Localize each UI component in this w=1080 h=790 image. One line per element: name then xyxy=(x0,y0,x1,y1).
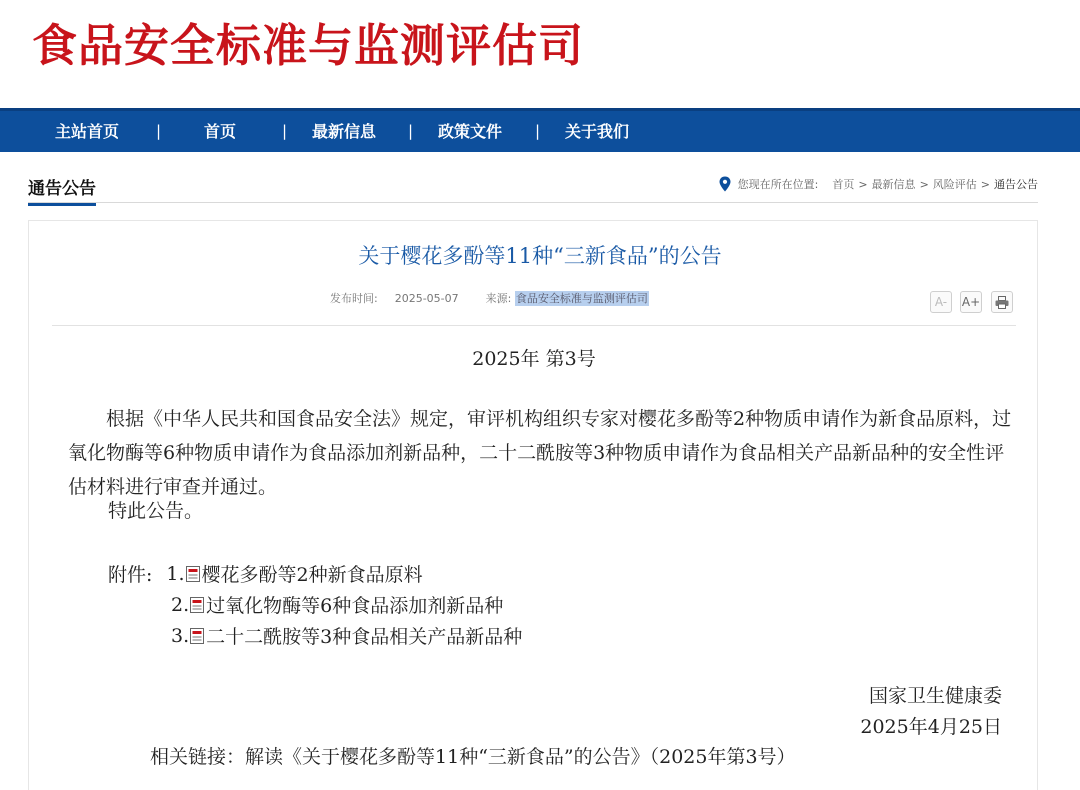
article-body: 根据《中华人民共和国食品安全法》规定，审评机构组织专家对樱花多酚等2种物质申请作为新食品原料，过氧化物酶等6种物质申请作为食品添加剂新品种，二十二酰胺等3种物质申请作为食品相关产品新品种的安全性评估材料进行审查并通过。 xyxy=(68,408,1012,498)
attachment-link[interactable]: 二十二酰胺等3种食品相关产品新品种 xyxy=(206,626,523,648)
font-decrease-button[interactable]: A- xyxy=(930,291,952,313)
breadcrumb xyxy=(718,176,1038,192)
nav-item-policy-docs[interactable]: 政策文件 xyxy=(438,122,503,141)
nav-separator: | xyxy=(408,122,414,140)
breadcrumb-current: 通告公告 xyxy=(994,178,1038,191)
article-closing: 特此公告。 xyxy=(108,500,204,522)
nav-item-about-us[interactable]: 关于我们 xyxy=(565,122,630,141)
attachments-label: 附件: xyxy=(108,564,153,586)
site-header xyxy=(0,0,1080,108)
site-title: 食品安全标准与监测评估司 xyxy=(32,19,585,72)
attachment-link[interactable]: 过氧化物酶等6种食品添加剂新品种 xyxy=(206,595,504,617)
content-divider xyxy=(52,325,1016,326)
publish-date: 2025-05-07 xyxy=(394,292,459,305)
print-icon xyxy=(995,296,1009,309)
sign-date: 2025年4月25日 xyxy=(860,716,1002,738)
breadcrumb-separator: > xyxy=(858,177,868,191)
font-increase-button[interactable]: A+ xyxy=(960,291,982,313)
print-button[interactable] xyxy=(991,291,1013,313)
attachment-number: 3. xyxy=(171,624,190,647)
source-link[interactable]: 食品安全标准与监测评估司 xyxy=(515,292,648,305)
nav-item-main-home[interactable]: 主站首页 xyxy=(55,122,120,141)
breadcrumb-separator: > xyxy=(919,177,929,191)
attachment-link[interactable]: 樱花多酚等2种新食品原料 xyxy=(201,564,423,586)
related-links xyxy=(150,742,796,769)
section-divider xyxy=(28,202,1038,203)
breadcrumb-home[interactable]: 首页 xyxy=(832,178,855,191)
nav-separator: | xyxy=(535,122,541,140)
document-file-icon xyxy=(190,597,204,613)
section-title: 通告公告 xyxy=(28,174,96,206)
breadcrumb-prefix: 您现在所在位置: xyxy=(737,178,819,191)
nav-item-latest-info[interactable]: 最新信息 xyxy=(312,122,377,141)
document-number: 2025年 第3号 xyxy=(472,348,596,370)
signer: 国家卫生健康委 xyxy=(868,685,1002,707)
source-label: 来源: xyxy=(485,292,512,305)
nav-separator: | xyxy=(156,122,162,140)
location-pin-icon xyxy=(718,176,732,192)
document-file-icon xyxy=(186,566,200,582)
attachment-item xyxy=(171,591,503,618)
publish-date-label: 发布时间: xyxy=(330,292,378,305)
nav-item-home[interactable]: 首页 xyxy=(204,122,237,141)
main-nav xyxy=(0,108,1080,152)
attachment-number: 2. xyxy=(171,593,190,616)
article-meta xyxy=(330,290,649,306)
breadcrumb-risk-assessment[interactable]: 风险评估 xyxy=(932,178,977,191)
related-links-label: 相关链接： xyxy=(150,746,246,768)
breadcrumb-latest-info[interactable]: 最新信息 xyxy=(871,178,916,191)
attachment-item xyxy=(171,622,522,649)
related-link[interactable]: 解读《关于樱花多酚等11种“三新食品”的公告》（2025年第3号） xyxy=(245,746,796,768)
attachment-item xyxy=(108,560,423,587)
document-file-icon xyxy=(190,628,204,644)
attachment-number: 1. xyxy=(166,562,185,585)
breadcrumb-separator: > xyxy=(980,177,990,191)
article-title: 关于樱花多酚等11种“三新食品”的公告 xyxy=(358,244,722,268)
nav-separator: | xyxy=(282,122,288,140)
